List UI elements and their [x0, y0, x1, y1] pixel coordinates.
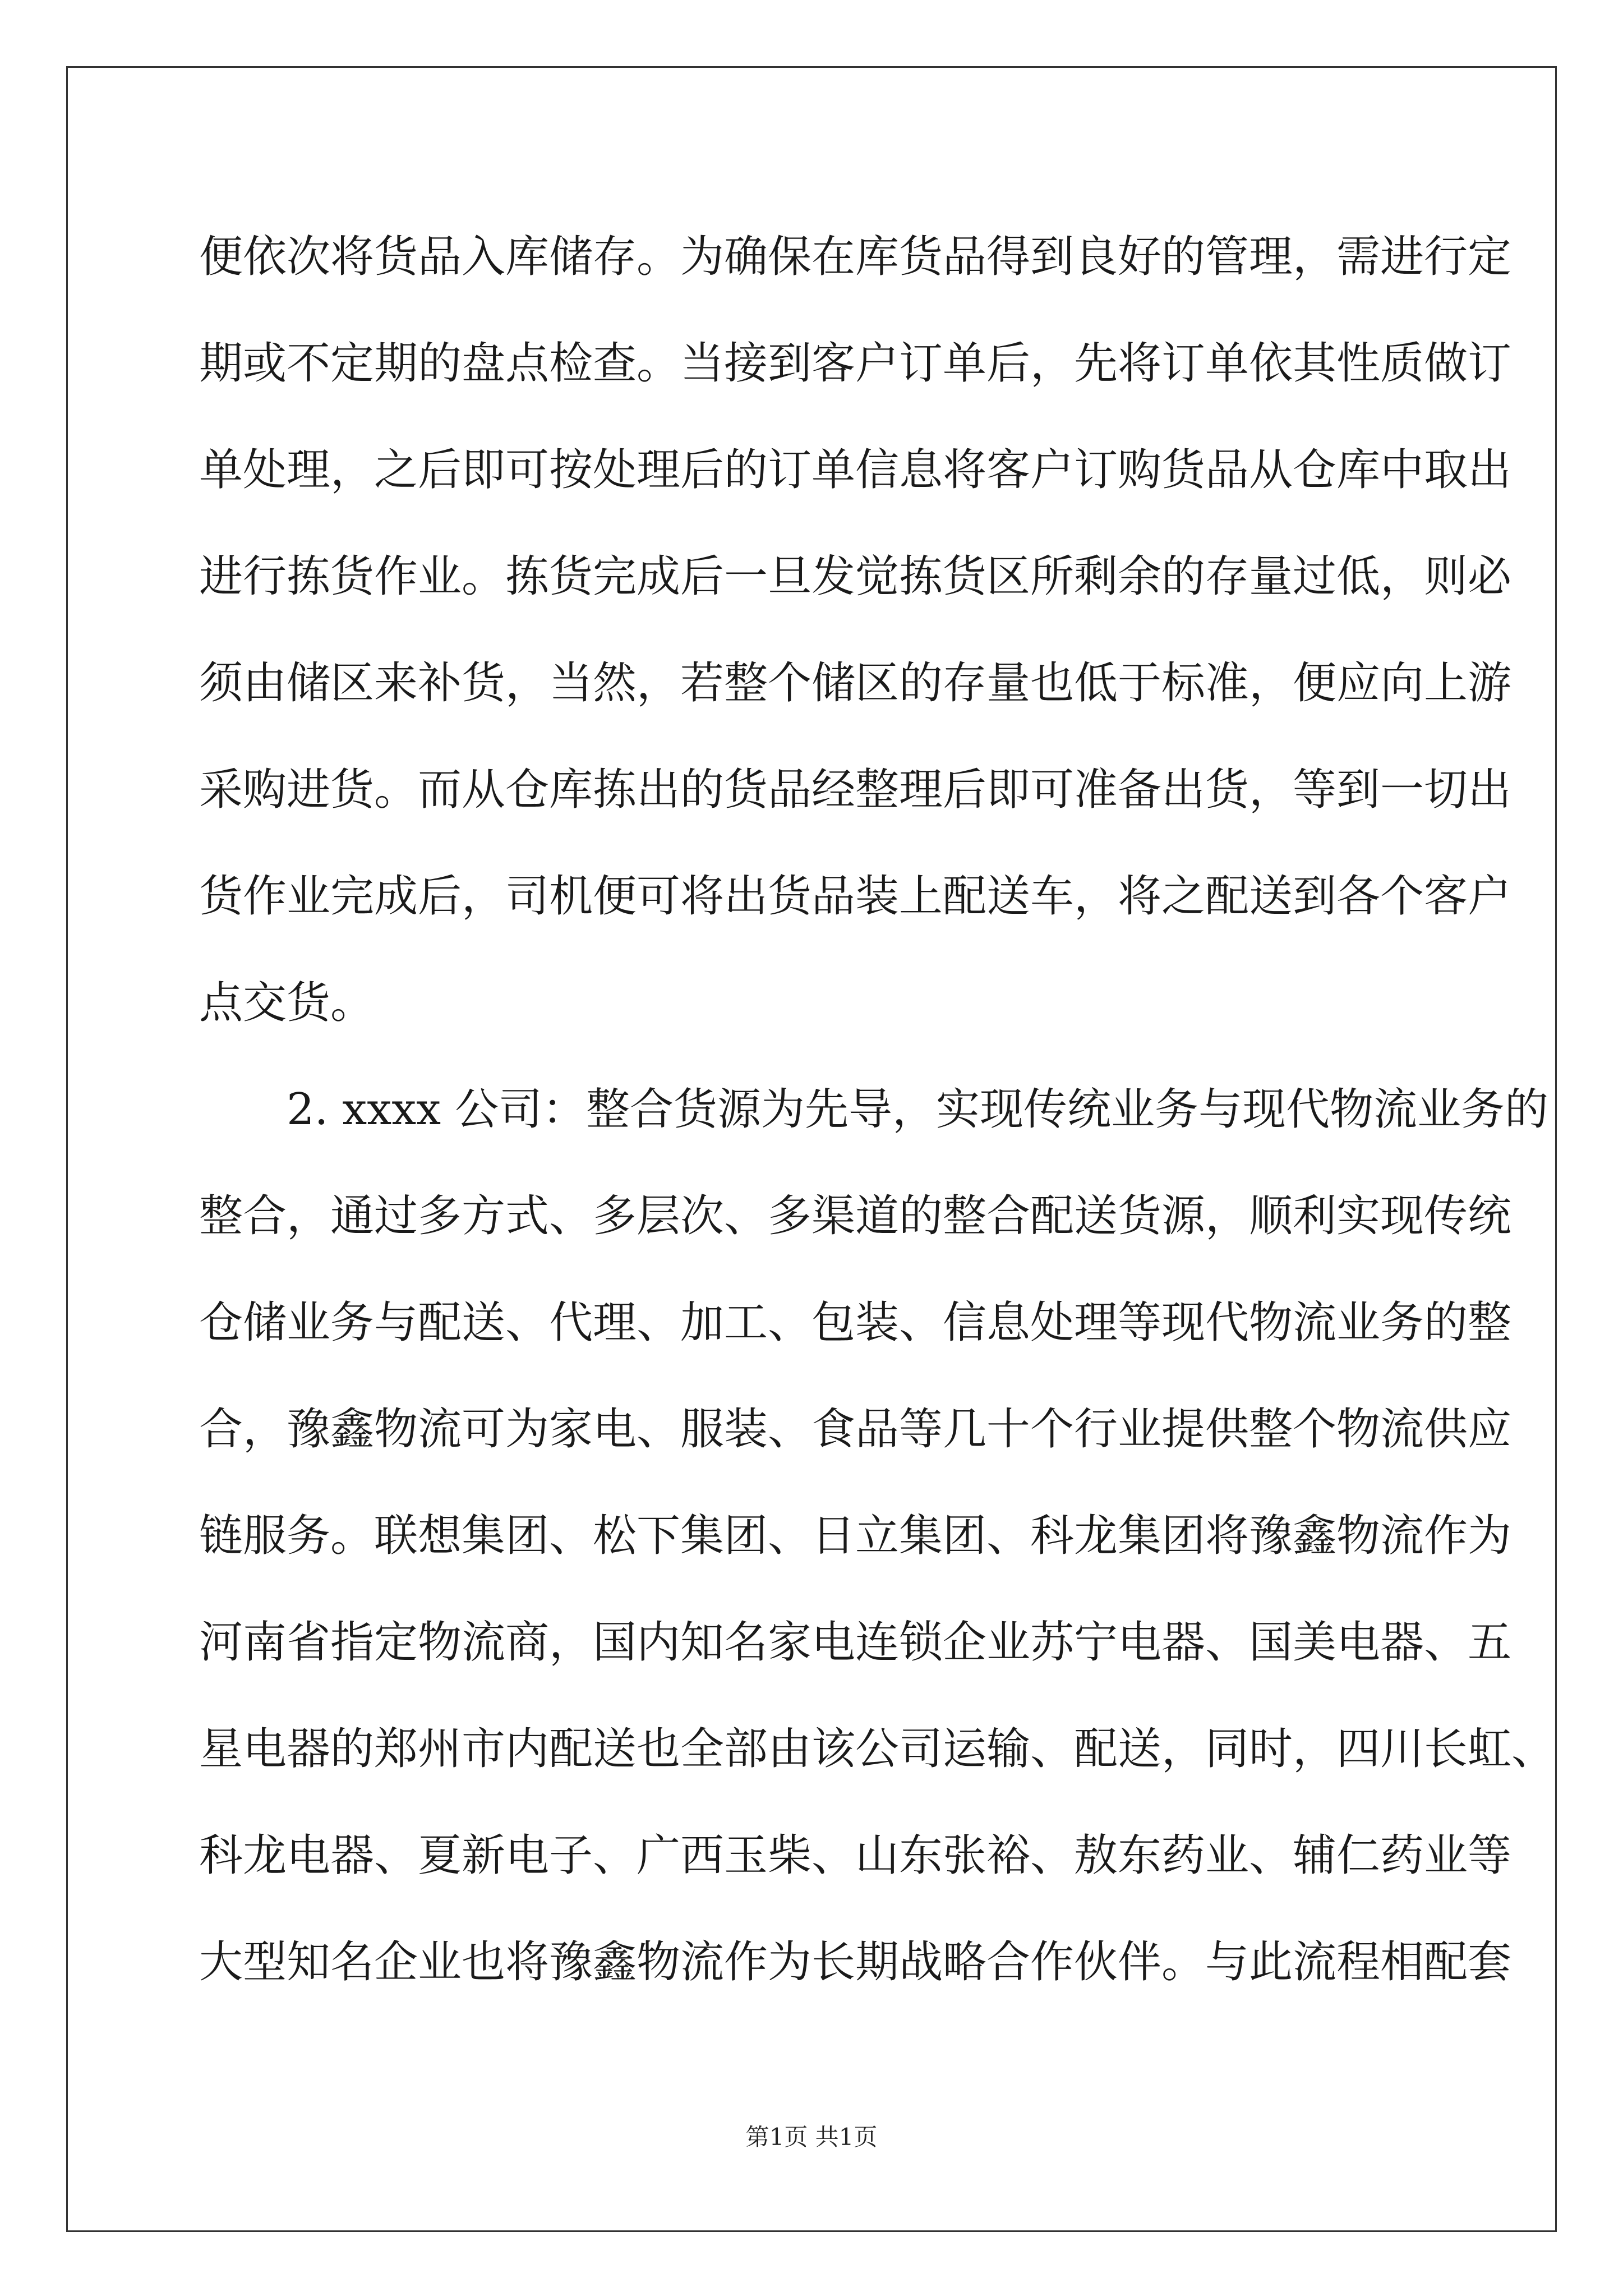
- document-body: [199, 204, 1556, 2016]
- page-footer: 第1页 共1页: [745, 2123, 878, 2151]
- text-line: 整合，通过多方式、多层次、多渠道的整合配送货源，顺利实现传统: [199, 1191, 1512, 1241]
- text-line: 采购进货。而从仓库拣出的货品经整理后即可准备出货，等到一切出: [199, 765, 1512, 815]
- text-line-paragraph-end: 点交货。: [199, 978, 375, 1028]
- text-line: 须由储区来补货，当然，若整个储区的存量也低于标准，便应向上游: [199, 658, 1512, 708]
- text-line-paragraph-start: 2. xxxx 公司：整合货源为先导，实现传统业务与现代物流业务的: [287, 1084, 1548, 1135]
- text-line: 河南省指定物流商，国内知名家电连锁企业苏宁电器、国美电器、五: [199, 1617, 1512, 1668]
- text-line: 单处理，之后即可按处理后的订单信息将客户订购货品从仓库中取出: [199, 445, 1512, 495]
- text-line: 仓储业务与配送、代理、加工、包装、信息处理等现代物流业务的整: [199, 1297, 1512, 1348]
- text-line: 进行拣货作业。拣货完成后一旦发觉拣货区所剩余的存量过低，则必: [199, 551, 1512, 602]
- text-line: 科龙电器、夏新电子、广西玉柴、山东张裕、敖东药业、辅仁药业等: [199, 1830, 1512, 1881]
- text-line: 大型知名企业也将豫鑫物流作为长期战略合作伙伴。与此流程相配套: [199, 1937, 1512, 1987]
- text-line: 便依次将货品入库储存。为确保在库货品得到良好的管理，需进行定: [199, 232, 1512, 282]
- text-line: 星电器的郑州市内配送也全部由该公司运输、配送，同时，四川长虹、: [199, 1724, 1556, 1774]
- text-line: 货作业完成后，司机便可将出货品装上配送车，将之配送到各个客户: [199, 871, 1512, 922]
- text-line: 链服务。联想集团、松下集团、日立集团、科龙集团将豫鑫物流作为: [199, 1511, 1512, 1561]
- text-line: 合，豫鑫物流可为家电、服装、食品等几十个行业提供整个物流供应: [199, 1404, 1512, 1455]
- text-line: 期或不定期的盘点检查。当接到客户订单后，先将订单依其性质做订: [199, 338, 1512, 389]
